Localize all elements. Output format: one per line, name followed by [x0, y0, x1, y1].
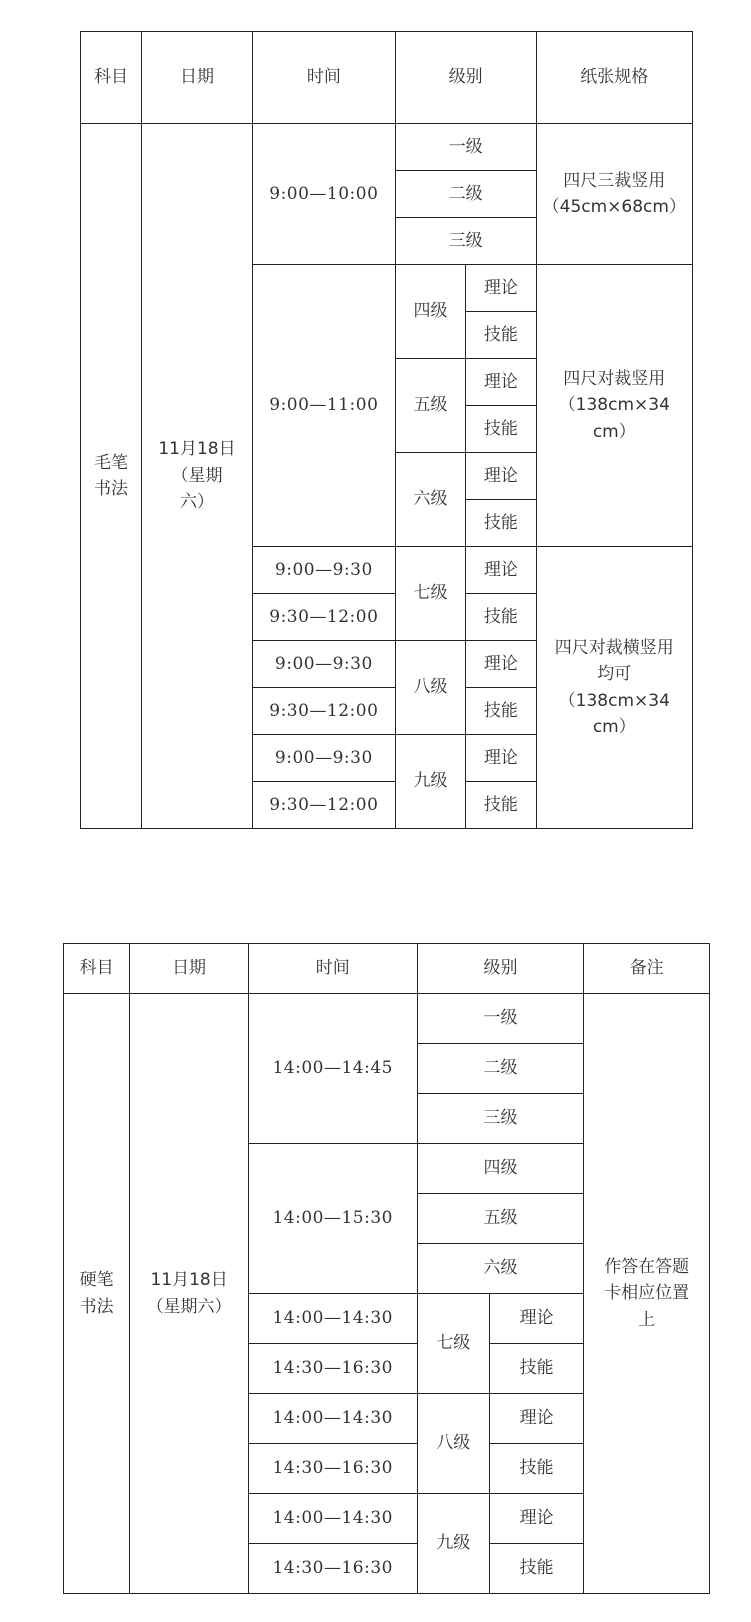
part-cell: 技能 [466, 594, 536, 641]
header-subject: 科目 [81, 32, 142, 124]
part-cell: 理论 [466, 453, 536, 500]
level-cell: 一级 [417, 994, 584, 1044]
part-cell: 技能 [489, 1444, 583, 1494]
time-cell: 14:30—16:30 [248, 1344, 417, 1394]
level-cell: 八级 [395, 641, 465, 735]
time-cell: 14:30—16:30 [248, 1444, 417, 1494]
time-cell: 14:00—14:30 [248, 1294, 417, 1344]
part-cell: 理论 [466, 641, 536, 688]
level-cell: 二级 [417, 1044, 584, 1094]
time-cell: 9:00—9:30 [252, 641, 395, 688]
table-row [81, 124, 693, 171]
subject-cell: 毛笔 书法 [81, 124, 142, 829]
level-cell: 六级 [395, 453, 465, 547]
time-cell: 14:00—14:30 [248, 1494, 417, 1544]
brush-calligraphy-schedule-table [80, 31, 693, 829]
table-header-row [81, 32, 693, 124]
note-cell: 作答在答题 卡相应位置 上 [584, 994, 710, 1594]
time-cell: 9:30—12:00 [252, 594, 395, 641]
level-cell: 六级 [417, 1244, 584, 1294]
level-cell: 一级 [395, 124, 536, 171]
header-level: 级别 [395, 32, 536, 124]
subject-cell: 硬笔 书法 [64, 994, 130, 1594]
level-cell: 二级 [395, 171, 536, 218]
part-cell: 技能 [466, 312, 536, 359]
level-cell: 四级 [417, 1144, 584, 1194]
table-header-row [64, 944, 710, 994]
part-cell: 理论 [466, 735, 536, 782]
level-cell: 五级 [395, 359, 465, 453]
part-cell: 技能 [489, 1544, 583, 1594]
part-cell: 技能 [489, 1344, 583, 1394]
time-cell: 14:00—14:30 [248, 1394, 417, 1444]
part-cell: 技能 [466, 782, 536, 829]
date-cell: 11月18日 （星期六） [130, 994, 249, 1594]
header-note: 备注 [584, 944, 710, 994]
time-cell: 9:00—11:00 [252, 265, 395, 547]
header-subject: 科目 [64, 944, 130, 994]
header-date: 日期 [130, 944, 249, 994]
level-cell: 七级 [417, 1294, 489, 1394]
header-date: 日期 [142, 32, 253, 124]
part-cell: 理论 [489, 1394, 583, 1444]
part-cell: 技能 [466, 688, 536, 735]
date-cell: 11月18日 （星期 六） [142, 124, 253, 829]
time-cell: 14:00—14:45 [248, 994, 417, 1144]
part-cell: 技能 [466, 500, 536, 547]
header-time: 时间 [248, 944, 417, 994]
part-cell: 理论 [489, 1294, 583, 1344]
hard-pen-calligraphy-schedule-table [63, 943, 710, 1594]
paper-spec-cell: 四尺对裁竖用 （138cm×34 cm） [536, 265, 692, 547]
paper-spec-cell: 四尺对裁横竖用 均可 （138cm×34 cm） [536, 547, 692, 829]
header-level: 级别 [417, 944, 584, 994]
time-cell: 9:00—9:30 [252, 547, 395, 594]
part-cell: 理论 [466, 265, 536, 312]
part-cell: 技能 [466, 406, 536, 453]
header-paper-spec: 纸张规格 [536, 32, 692, 124]
level-cell: 九级 [395, 735, 465, 829]
time-cell: 9:00—10:00 [252, 124, 395, 265]
level-cell: 七级 [395, 547, 465, 641]
level-cell: 三级 [395, 218, 536, 265]
table-row [64, 994, 710, 1044]
level-cell: 九级 [417, 1494, 489, 1594]
part-cell: 理论 [466, 359, 536, 406]
level-cell: 四级 [395, 265, 465, 359]
time-cell: 9:30—12:00 [252, 782, 395, 829]
level-cell: 三级 [417, 1094, 584, 1144]
level-cell: 八级 [417, 1394, 489, 1494]
header-time: 时间 [252, 32, 395, 124]
time-cell: 9:00—9:30 [252, 735, 395, 782]
time-cell: 14:00—15:30 [248, 1144, 417, 1294]
part-cell: 理论 [489, 1494, 583, 1544]
level-cell: 五级 [417, 1194, 584, 1244]
time-cell: 14:30—16:30 [248, 1544, 417, 1594]
time-cell: 9:30—12:00 [252, 688, 395, 735]
part-cell: 理论 [466, 547, 536, 594]
paper-spec-cell: 四尺三裁竖用 （45cm×68cm） [536, 124, 692, 265]
